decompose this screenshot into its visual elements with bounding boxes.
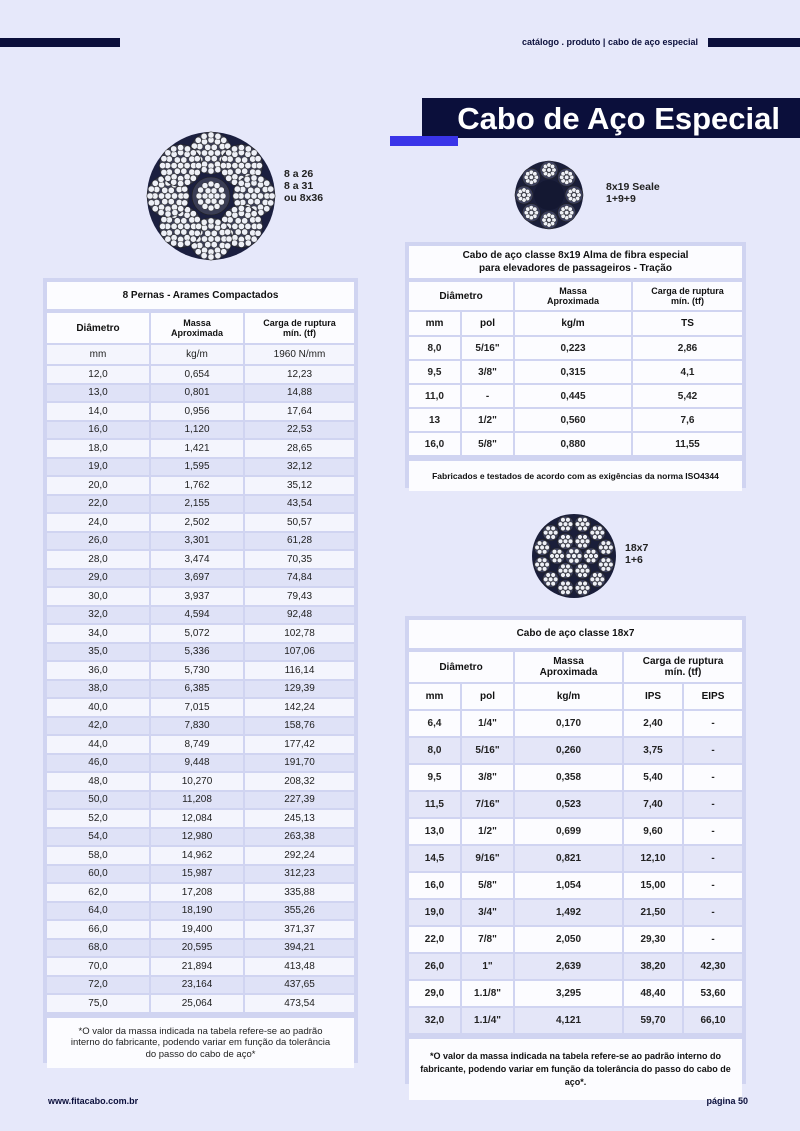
- table-cell: 14,88: [245, 385, 354, 402]
- table-cell: 1,762: [151, 477, 243, 494]
- table-cell: 0,880: [515, 433, 631, 455]
- table-cell: 23,164: [151, 977, 243, 994]
- table-cell: 11,208: [151, 792, 243, 809]
- table-cell: 42,30: [684, 954, 742, 979]
- table-row: [47, 681, 354, 698]
- col-massa: Massa Aproximada: [515, 282, 631, 310]
- table-cell: 29,30: [624, 927, 682, 952]
- table-cell: 4,1: [633, 361, 742, 383]
- table-cell: 4,121: [515, 1008, 622, 1033]
- table-cell: 46,0: [47, 755, 149, 772]
- table-cell: 72,0: [47, 977, 149, 994]
- table-row: [409, 954, 742, 979]
- table-cell: -: [684, 873, 742, 898]
- table-cell: 0,223: [515, 337, 631, 359]
- table-cell: 0,315: [515, 361, 631, 383]
- table-cell: 19,400: [151, 921, 243, 938]
- table-cell: 12,0: [47, 366, 149, 383]
- table-row: [47, 422, 354, 439]
- table-cell: 50,57: [245, 514, 354, 531]
- table-cell: 16,0: [409, 433, 460, 455]
- table-8x19-elevadores: [405, 242, 746, 488]
- table-cell: 68,0: [47, 940, 149, 957]
- col-massa: Massa Aproximada: [515, 652, 622, 682]
- unit-eips: EIPS: [684, 684, 742, 709]
- table-cell: 11,5: [409, 792, 460, 817]
- table-cell: 263,38: [245, 829, 354, 846]
- table-cell: 3/8": [462, 765, 513, 790]
- table-row: [47, 829, 354, 846]
- table-row: [47, 718, 354, 735]
- table-cell: 79,43: [245, 588, 354, 605]
- table-cell: -: [684, 819, 742, 844]
- table-cell: 17,64: [245, 403, 354, 420]
- table-row: [47, 459, 354, 476]
- table-cell: 6,4: [409, 711, 460, 736]
- table-row: [47, 940, 354, 957]
- table-cell: 66,10: [684, 1008, 742, 1033]
- table-cell: 1/4": [462, 711, 513, 736]
- table-cell: 473,54: [245, 995, 354, 1012]
- table-row: [47, 847, 354, 864]
- col-carga: Carga de ruptura mín. (tf): [633, 282, 742, 310]
- table-cell: 3,474: [151, 551, 243, 568]
- table-cell: 21,50: [624, 900, 682, 925]
- table-cell: 70,0: [47, 958, 149, 975]
- table-cell: 9,60: [624, 819, 682, 844]
- table-cell: 5/8": [462, 873, 513, 898]
- table-cell: 2,639: [515, 954, 622, 979]
- table-cell: 177,42: [245, 736, 354, 753]
- table-row: [47, 699, 354, 716]
- table-cell: -: [684, 711, 742, 736]
- table-cell: 14,962: [151, 847, 243, 864]
- table-cell: 3,697: [151, 570, 243, 587]
- table-row: [47, 884, 354, 901]
- table-cell: 54,0: [47, 829, 149, 846]
- table-cell: 9,5: [409, 765, 460, 790]
- table-row: [409, 819, 742, 844]
- table-cell: 58,0: [47, 847, 149, 864]
- table-cell: 53,60: [684, 981, 742, 1006]
- title-accent: [390, 136, 458, 146]
- table-cell: 40,0: [47, 699, 149, 716]
- table-row: [47, 366, 354, 383]
- table-cell: 245,13: [245, 810, 354, 827]
- table-row: [47, 921, 354, 938]
- table-cell: 16,0: [409, 873, 460, 898]
- table-cell: 19,0: [47, 459, 149, 476]
- table-cell: 61,28: [245, 533, 354, 550]
- table-cell: 413,48: [245, 958, 354, 975]
- table-cell: 32,12: [245, 459, 354, 476]
- table-cell: 129,39: [245, 681, 354, 698]
- table-cell: -: [684, 927, 742, 952]
- table-cell: 7,40: [624, 792, 682, 817]
- col-diametro: Diâmetro: [409, 282, 513, 310]
- table-row: [409, 711, 742, 736]
- table-cell: 29,0: [409, 981, 460, 1006]
- table-cell: 42,0: [47, 718, 149, 735]
- table-caption: Cabo de aço classe 8x19 Alma de fibra especial para elevadores de passageiros - Tração: [409, 246, 742, 278]
- table-cell: 0,445: [515, 385, 631, 407]
- table-cell: 9,448: [151, 755, 243, 772]
- table-cell: 34,0: [47, 625, 149, 642]
- col-carga: Carga de ruptura mín. (tf): [245, 313, 354, 343]
- table-cell: 60,0: [47, 866, 149, 883]
- table-cell: 13,0: [409, 819, 460, 844]
- table-cell: 35,12: [245, 477, 354, 494]
- table-caption: Cabo de aço classe 18x7: [409, 620, 742, 648]
- page-title: Cabo de Aço Especial: [457, 101, 780, 136]
- table-row: [409, 337, 742, 359]
- unit-kgm: kg/m: [515, 684, 622, 709]
- table-18x7: [405, 616, 746, 1087]
- table-cell: 0,358: [515, 765, 622, 790]
- table-cell: 74,84: [245, 570, 354, 587]
- table-row: [47, 440, 354, 457]
- table-cell: 20,0: [47, 477, 149, 494]
- table-row: [47, 736, 354, 753]
- table-cell: 3/4": [462, 900, 513, 925]
- table-cell: 8,0: [409, 738, 460, 763]
- table-cell: 26,0: [409, 954, 460, 979]
- table-row: [47, 477, 354, 494]
- table-cell: 12,10: [624, 846, 682, 871]
- table-cell: 12,23: [245, 366, 354, 383]
- table-row: [47, 514, 354, 531]
- table-cell: 15,00: [624, 873, 682, 898]
- unit-mm: mm: [47, 345, 149, 364]
- table-cell: 371,37: [245, 921, 354, 938]
- table-row: [47, 977, 354, 994]
- table-cell: 1.1/8": [462, 981, 513, 1006]
- table-cell: 30,0: [47, 588, 149, 605]
- table-cell: 7,015: [151, 699, 243, 716]
- unit-pol: pol: [462, 312, 513, 335]
- table-cell: 29,0: [47, 570, 149, 587]
- table-cell: 48,0: [47, 773, 149, 790]
- table-row: [47, 607, 354, 624]
- cable-8x19-seale-illustration: [512, 158, 586, 232]
- table-cell: 43,54: [245, 496, 354, 513]
- table-cell: 13,0: [47, 385, 149, 402]
- table-cell: 32,0: [409, 1008, 460, 1033]
- table-cell: -: [684, 900, 742, 925]
- table-cell: 0,654: [151, 366, 243, 383]
- table-row: [47, 496, 354, 513]
- table-cell: 5,730: [151, 662, 243, 679]
- table-cell: 1/2": [462, 409, 513, 431]
- table-cell: 0,699: [515, 819, 622, 844]
- table-cell: -: [684, 792, 742, 817]
- table-cell: 191,70: [245, 755, 354, 772]
- unit-ts: TS: [633, 312, 742, 335]
- table-cell: 2,155: [151, 496, 243, 513]
- table-cell: 142,24: [245, 699, 354, 716]
- table-cell: 3,301: [151, 533, 243, 550]
- table-row: [409, 792, 742, 817]
- table-cell: 5/8": [462, 433, 513, 455]
- table-row: [409, 361, 742, 383]
- table-cell: 2,050: [515, 927, 622, 952]
- table-cell: 5/16": [462, 738, 513, 763]
- table-cell: 12,980: [151, 829, 243, 846]
- table-cell: 0,170: [515, 711, 622, 736]
- table-cell: 48,40: [624, 981, 682, 1006]
- table-cell: 158,76: [245, 718, 354, 735]
- table-cell: 0,560: [515, 409, 631, 431]
- table-cell: 355,26: [245, 903, 354, 920]
- table-cell: 9,5: [409, 361, 460, 383]
- table-cell: 52,0: [47, 810, 149, 827]
- table-cell: 5,42: [633, 385, 742, 407]
- table-row: [47, 533, 354, 550]
- table-cell: 1,120: [151, 422, 243, 439]
- table-cell: 26,0: [47, 533, 149, 550]
- table-row: [47, 403, 354, 420]
- cable-8x19-label: 8x19 Seale 1+9+9: [606, 181, 660, 205]
- table-cell: 8,749: [151, 736, 243, 753]
- table-row: [47, 866, 354, 883]
- footer-site[interactable]: www.fitacabo.com.br: [48, 1096, 139, 1106]
- table-cell: 7,830: [151, 718, 243, 735]
- table-cell: 312,23: [245, 866, 354, 883]
- table-cell: 64,0: [47, 903, 149, 920]
- table-cell: 292,24: [245, 847, 354, 864]
- table-cell: 0,956: [151, 403, 243, 420]
- table-cell: 75,0: [47, 995, 149, 1012]
- table-cell: 17,208: [151, 884, 243, 901]
- table-8-pernas: [43, 278, 358, 1063]
- table-cell: 0,260: [515, 738, 622, 763]
- table-cell: 11,55: [633, 433, 742, 455]
- table-caption: 8 Pernas - Arames Compactados: [47, 282, 354, 309]
- table-row: [47, 625, 354, 642]
- table-row: [47, 570, 354, 587]
- table-row: [47, 385, 354, 402]
- table-cell: 2,40: [624, 711, 682, 736]
- table-cell: 2,86: [633, 337, 742, 359]
- table-row: [409, 846, 742, 871]
- table-cell: 3,75: [624, 738, 682, 763]
- table-row: [409, 873, 742, 898]
- table-cell: 1.1/4": [462, 1008, 513, 1033]
- table-cell: 3/8": [462, 361, 513, 383]
- table-row: [47, 903, 354, 920]
- unit-mm: mm: [409, 312, 460, 335]
- header-bar-right: [708, 38, 800, 47]
- table-row: [47, 588, 354, 605]
- table-cell: 116,14: [245, 662, 354, 679]
- table-row: [409, 765, 742, 790]
- table-cell: 25,064: [151, 995, 243, 1012]
- table-cell: -: [462, 385, 513, 407]
- col-massa: Massa Aproximada: [151, 313, 243, 343]
- table-cell: 6,385: [151, 681, 243, 698]
- table-cell: 12,084: [151, 810, 243, 827]
- table-cell: 14,0: [47, 403, 149, 420]
- table-row: [409, 433, 742, 455]
- table-cell: 394,21: [245, 940, 354, 957]
- table-cell: -: [684, 738, 742, 763]
- table-row: [409, 981, 742, 1006]
- unit-kgm: kg/m: [151, 345, 243, 364]
- table-cell: 2,502: [151, 514, 243, 531]
- col-diametro: Diâmetro: [409, 652, 513, 682]
- table-cell: 227,39: [245, 792, 354, 809]
- table-cell: 22,0: [409, 927, 460, 952]
- table-cell: 0,801: [151, 385, 243, 402]
- footer-page-number: página 50: [706, 1096, 748, 1106]
- table-cell: 15,987: [151, 866, 243, 883]
- table-cell: 107,06: [245, 644, 354, 661]
- table-cell: 70,35: [245, 551, 354, 568]
- unit-npmm: 1960 N/mm: [245, 345, 354, 364]
- table-cell: 38,20: [624, 954, 682, 979]
- table-cell: 7/16": [462, 792, 513, 817]
- table-row: [47, 551, 354, 568]
- table-row: [409, 1008, 742, 1033]
- table-row: [409, 900, 742, 925]
- table-cell: 13: [409, 409, 460, 431]
- table-cell: 36,0: [47, 662, 149, 679]
- table-cell: 3,937: [151, 588, 243, 605]
- table-cell: 1,492: [515, 900, 622, 925]
- table-row: [47, 792, 354, 809]
- col-carga: Carga de ruptura mín. (tf): [624, 652, 742, 682]
- table-cell: 14,5: [409, 846, 460, 871]
- table-cell: 21,894: [151, 958, 243, 975]
- table-cell: -: [684, 765, 742, 790]
- table-cell: 18,190: [151, 903, 243, 920]
- table-cell: 22,53: [245, 422, 354, 439]
- table-cell: 11,0: [409, 385, 460, 407]
- table-note: *O valor da massa indicada na tabela refere-se ao padrão interno do fabricante, podendo variar em função da tolerância do passo do cabo de aço*.: [409, 1039, 742, 1100]
- table-cell: 22,0: [47, 496, 149, 513]
- table-cell: 1": [462, 954, 513, 979]
- table-row: [47, 755, 354, 772]
- cable-18x7-label: 18x7 1+6: [625, 542, 649, 566]
- table-note: Fabricados e testados de acordo com as exigências da norma ISO4344: [409, 461, 742, 491]
- table-cell: 35,0: [47, 644, 149, 661]
- table-cell: 1,595: [151, 459, 243, 476]
- table-cell: 5/16": [462, 337, 513, 359]
- table-row: [47, 995, 354, 1012]
- table-row: [47, 810, 354, 827]
- table-cell: 28,0: [47, 551, 149, 568]
- cable-18x7-illustration: [530, 512, 618, 600]
- table-cell: 10,270: [151, 773, 243, 790]
- cable-8x26-illustration: [143, 128, 279, 264]
- table-cell: 24,0: [47, 514, 149, 531]
- table-cell: 7/8": [462, 927, 513, 952]
- header-bar-left: [0, 38, 120, 47]
- table-cell: 5,336: [151, 644, 243, 661]
- table-cell: 9/16": [462, 846, 513, 871]
- table-note: *O valor da massa indicada na tabela refere-se ao padrão interno do fabricante, podendo variar em função da tolerância do passo do cabo de aço*: [47, 1018, 354, 1069]
- table-cell: 18,0: [47, 440, 149, 457]
- table-cell: 1/2": [462, 819, 513, 844]
- table-cell: 1,421: [151, 440, 243, 457]
- table-cell: 8,0: [409, 337, 460, 359]
- table-cell: 5,40: [624, 765, 682, 790]
- table-row: [47, 958, 354, 975]
- unit-ips: IPS: [624, 684, 682, 709]
- table-cell: 32,0: [47, 607, 149, 624]
- table-row: [47, 662, 354, 679]
- unit-kgm: kg/m: [515, 312, 631, 335]
- table-cell: 335,88: [245, 884, 354, 901]
- table-row: [409, 927, 742, 952]
- cable-8x26-label: 8 a 26 8 a 31 ou 8x36: [284, 168, 324, 204]
- unit-pol: pol: [462, 684, 513, 709]
- table-cell: 437,65: [245, 977, 354, 994]
- table-cell: 19,0: [409, 900, 460, 925]
- table-row: [47, 644, 354, 661]
- table-cell: 44,0: [47, 736, 149, 753]
- table-cell: 16,0: [47, 422, 149, 439]
- breadcrumb: catálogo . produto | cabo de aço especial: [521, 37, 698, 47]
- table-cell: 66,0: [47, 921, 149, 938]
- table-cell: 38,0: [47, 681, 149, 698]
- table-cell: 59,70: [624, 1008, 682, 1033]
- table-cell: 7,6: [633, 409, 742, 431]
- table-cell: 1,054: [515, 873, 622, 898]
- table-cell: 208,32: [245, 773, 354, 790]
- table-cell: 20,595: [151, 940, 243, 957]
- table-cell: 28,65: [245, 440, 354, 457]
- table-cell: 3,295: [515, 981, 622, 1006]
- table-cell: 102,78: [245, 625, 354, 642]
- col-diametro: Diâmetro: [47, 313, 149, 343]
- table-row: [409, 409, 742, 431]
- table-cell: 92,48: [245, 607, 354, 624]
- table-cell: 0,821: [515, 846, 622, 871]
- table-cell: 4,594: [151, 607, 243, 624]
- unit-mm: mm: [409, 684, 460, 709]
- table-cell: 0,523: [515, 792, 622, 817]
- table-cell: 5,072: [151, 625, 243, 642]
- table-cell: -: [684, 846, 742, 871]
- table-row: [47, 773, 354, 790]
- table-cell: 62,0: [47, 884, 149, 901]
- table-row: [409, 385, 742, 407]
- table-cell: 50,0: [47, 792, 149, 809]
- table-row: [409, 738, 742, 763]
